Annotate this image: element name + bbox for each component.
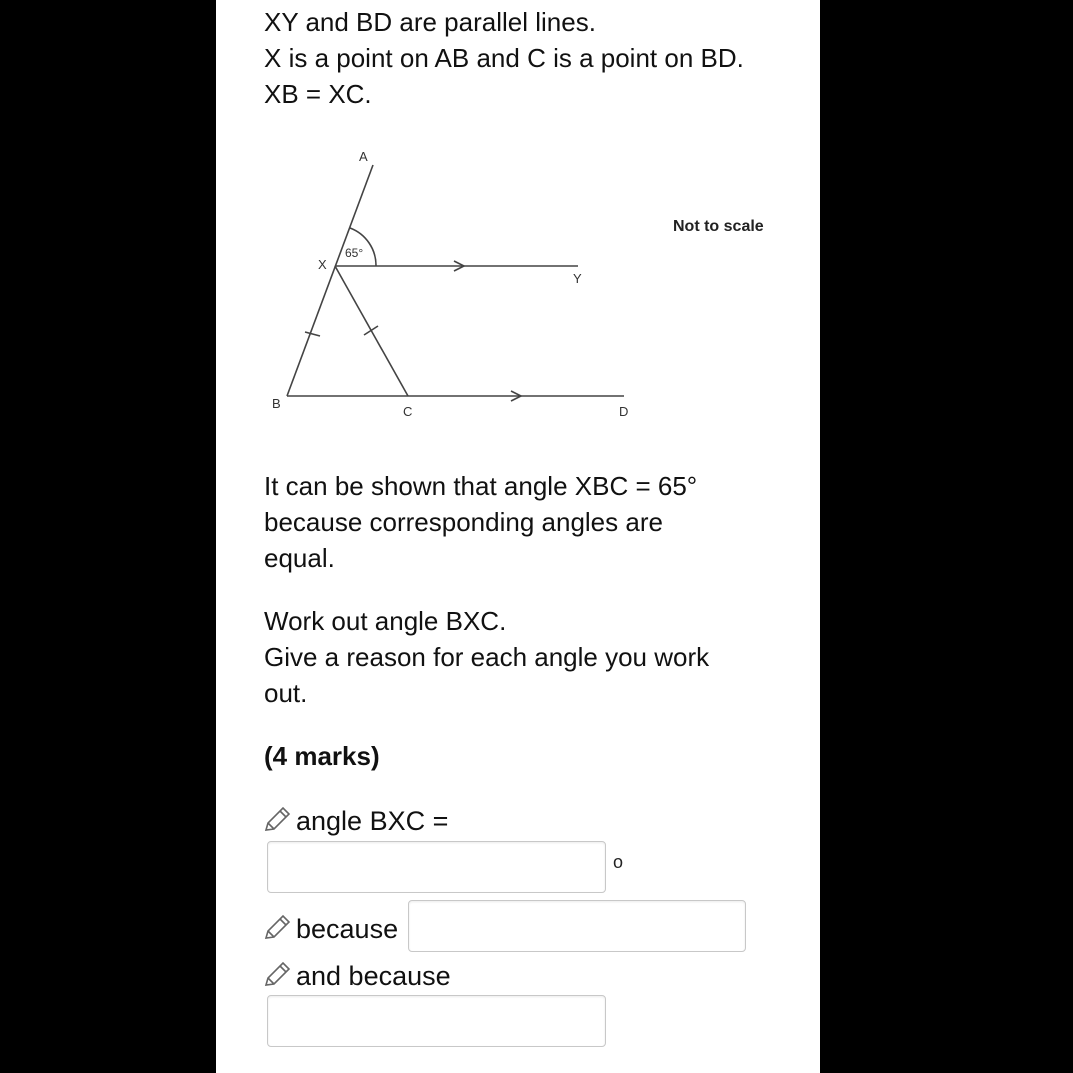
angle-label: 65° — [345, 246, 364, 260]
label-c: C — [403, 404, 413, 419]
question-task — [264, 603, 709, 711]
task-line-1: Work out angle BXC. — [264, 606, 507, 636]
label-d: D — [619, 404, 629, 419]
task-line-2: Give a reason for each angle you work — [264, 642, 710, 672]
marks-label: (4 marks) — [264, 741, 380, 771]
label-y: Y — [573, 271, 582, 286]
label-x: X — [318, 257, 327, 272]
and-because-input[interactable] — [267, 995, 606, 1047]
line-ab — [287, 165, 373, 396]
geometry-diagram — [260, 140, 640, 430]
pencil-icon — [263, 960, 293, 988]
because-input[interactable] — [408, 900, 746, 952]
question-intro — [264, 4, 744, 112]
label-a: A — [359, 149, 368, 164]
intro-line-1: XY and BD are parallel lines. — [264, 7, 596, 37]
because-label: because — [296, 914, 399, 944]
question-statement — [264, 468, 697, 576]
intro-line-3: XB = XC. — [264, 79, 372, 109]
statement-line-3: equal. — [264, 543, 335, 573]
angle-bxc-label: angle BXC = — [296, 806, 449, 836]
degree-symbol: o — [613, 852, 624, 872]
angle-bxc-input[interactable] — [267, 841, 606, 893]
pencil-icon — [263, 805, 293, 833]
statement-line-2: because corresponding angles are — [264, 507, 663, 537]
tick-xc — [364, 326, 378, 335]
not-to-scale-note: Not to scale — [673, 218, 764, 235]
tick-xb — [305, 332, 320, 336]
task-line-3: out. — [264, 678, 308, 708]
statement-line-1: It can be shown that angle XBC = 65° — [264, 471, 698, 501]
and-because-label: and because — [296, 961, 451, 991]
label-b: B — [272, 396, 281, 411]
intro-line-2: X is a point on AB and C is a point on BD. — [264, 43, 744, 73]
pencil-icon — [263, 913, 293, 941]
